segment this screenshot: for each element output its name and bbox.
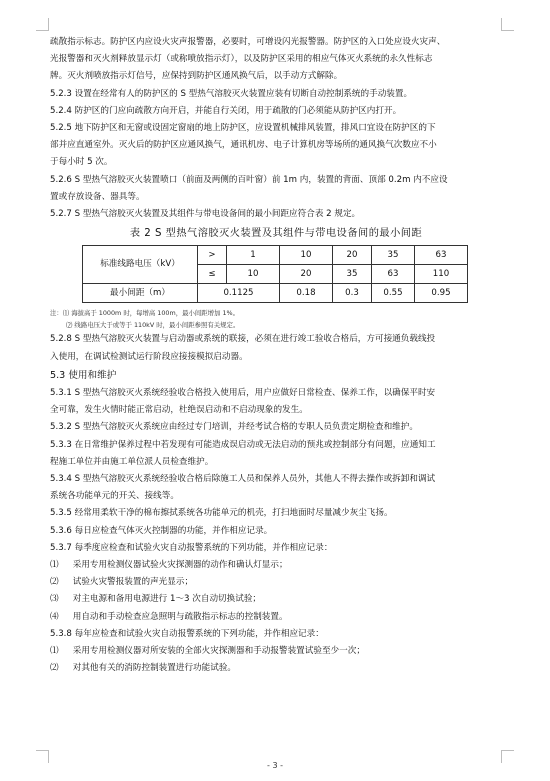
clause-text: S 型热气溶胶灭火装置喷口（前面及两侧的百叶窗）前 1m 内，装置的背面、顶部 0.2m 内不应设: [74, 174, 448, 185]
clause-continuation: 程施工单位并由施工单位派人员检查维护。: [50, 456, 214, 467]
section-heading: [50, 367, 502, 384]
clause-number: 5.2.7: [50, 209, 72, 220]
table-cell: 20: [280, 265, 333, 284]
section-number: 5.3: [50, 369, 66, 381]
distance-label-cell: 最小间距（m）: [83, 284, 198, 303]
clause-number: 5.2.6: [50, 174, 72, 185]
crop-mark-top-right: [501, 18, 514, 31]
clause-text: 每年应检查和试验火灾自动报警系统的下列功能，并作相应记录：: [74, 628, 324, 639]
clause-continuation: 系统各功能单元的开关、接线等。: [50, 491, 179, 502]
clause-text: S 型热气溶胶灭火系统经验收合格后除施工人员和保养人员外，其他人不得去操作或拆卸和调试: [74, 474, 436, 485]
list-item: [50, 557, 502, 574]
table-row: [83, 246, 468, 265]
table-cell: 110: [415, 265, 468, 284]
clause-continuation: 于每小时 5 次。: [50, 157, 113, 168]
clause-continuation: 置或存放设备、器具等。: [50, 191, 145, 202]
table-note: ⑵ 线路电压大于或等于 110kV 时，最小间距参照有关规定。: [66, 321, 240, 330]
table-title: 表 2 S 型热气溶胶灭火装置及其组件与带电设备间的最小间距: [129, 228, 423, 240]
table-note: 注：⑴ 海拔高于 1000m 时，每增高 100m，最小间距增加 1%。: [50, 309, 240, 318]
clause-text: 经常用柔软干净的棉布擦拭系统各功能单元的机壳，打扫地面时尽量减少灰尘飞扬。: [74, 508, 393, 519]
clause-text: S 型热气溶胶灭火装置及其组件与带电设备间的最小间距应符合表 2 规定。: [74, 209, 361, 220]
list-item: [50, 591, 502, 608]
clause-number: 5.2.3: [50, 88, 72, 99]
clause-text: S 型热气溶胶灭火装置与启动器或系统的联接，必须在进行竣工验收合格后，方可接通负载线投: [74, 334, 436, 345]
clause-text: 防护区的门应向疏散方向开启，并能自行关闭，用于疏散的门必须能从防护区内打开。: [74, 105, 402, 116]
clause-text: 设置在经常有人的防护区的 S 型热气溶胶灭火装置应装有切断自动控制系统的手动装置。: [74, 88, 413, 99]
table-cell: 0.1125: [198, 284, 280, 303]
list-item: [50, 643, 502, 660]
list-item: [50, 574, 502, 591]
clause-number: 5.2.5: [50, 123, 72, 134]
clause-text: 地下防护区和无窗或设固定窗扇的地上防护区，应设置机械排风装置，排风口宜设在防护区的下: [74, 123, 436, 134]
table-cell: 10: [280, 246, 333, 265]
symbol-cell: >: [198, 246, 227, 265]
clause-continuation: 入使用，在调试检测试运行阶段应接接模拟启动器。: [50, 351, 248, 362]
clause-number: 5.3.8: [50, 628, 72, 639]
table-cell: 35: [372, 246, 415, 265]
list-item-number: ⑶: [50, 594, 59, 605]
page-number: - 3 -: [267, 761, 283, 770]
table-cell: 0.95: [415, 284, 468, 303]
clause-5-2-7: [50, 206, 502, 223]
paragraph-line: 牌。灭火剂喷放指示灯信号，应保持到防护区通风换气后，以手动方式解除。: [50, 71, 343, 82]
list-item-number: ⑴: [50, 560, 59, 571]
paragraph-line: 光报警器和灭火剂释放显示灯（或称喷放指示灯），以及防护区采用的相应气体灭火系统的永久性标志: [50, 54, 433, 65]
clearance-table: [82, 245, 468, 303]
list-item-number: ⑷: [50, 611, 59, 622]
clause-text: S 型热气溶胶灭火系统经验收合格投入使用后，用户应做好日常检查、保养工作，以确保平时安: [74, 388, 436, 399]
table-row: [83, 284, 468, 303]
paragraph-line: 疏散指示标志。防护区内应设火灾声报警器，必要时，可增设闪光报警器。防护区的入口处应设火灾声、: [50, 37, 446, 47]
clause-5-2-6: [50, 172, 502, 189]
list-item-number: ⑴: [50, 646, 59, 657]
clause-5-2-8: [50, 331, 502, 348]
table-cell: 35: [333, 265, 372, 284]
list-item-text: 对主电源和备用电源进行 1～3 次自动切换试验；: [72, 594, 262, 605]
clause-5-2-4: [50, 103, 502, 120]
clause-5-3-8: [50, 626, 502, 643]
table-cell: 10: [227, 265, 280, 284]
clause-5-3-5: [50, 505, 502, 522]
section-title: 使用和维护: [68, 369, 117, 381]
clause-number: 5.3.3: [50, 439, 72, 450]
list-item-text: 采用专用检测仪器对所安装的全部火灾探测器和手动报警装置试验至少一次；: [72, 646, 365, 657]
table-cell: 1: [227, 246, 280, 265]
clause-5-2-3: [50, 86, 502, 103]
clause-5-3-4: [50, 471, 502, 488]
clause-text: S 型热气溶胶灭火系统应由经过专门培训，并经考试合格的专职人员负责定期检查和维护。: [74, 422, 418, 433]
symbol-cell: ≤: [198, 265, 227, 284]
clause-number: 5.3.7: [50, 542, 72, 553]
clause-text: 每季度应检查和试验火灾自动报警系统的下列功能，并作相应记录：: [74, 542, 333, 553]
clause-5-3-1: [50, 385, 502, 402]
table-cell: 63: [415, 246, 468, 265]
list-item-text: 试验火灾警报装置的声光显示；: [72, 577, 194, 588]
table-cell: 63: [372, 265, 415, 284]
clause-5-3-6: [50, 523, 502, 540]
list-item: [50, 660, 502, 677]
clause-number: 5.3.4: [50, 474, 72, 485]
clause-continuation: 全可靠，发生火情时能正常启动，杜绝误启动和不启动现象的发生。: [50, 405, 308, 416]
crop-mark-top-left: [36, 18, 49, 31]
list-item: [50, 609, 502, 626]
page-content: [50, 34, 502, 678]
list-item-text: 对其他有关的消防控制装置进行功能试验。: [72, 663, 237, 674]
clause-5-2-5: [50, 120, 502, 137]
clause-text: 每日应检查气体灭火控制器的功能，并作相应记录。: [74, 525, 273, 536]
clause-number: 5.2.4: [50, 105, 72, 116]
clause-5-3-3: [50, 437, 502, 454]
clause-number: 5.2.8: [50, 334, 72, 345]
clause-continuation: 部并应直通室外。灭火后的防护区应通风换气，通讯机房、电子计算机房等场所的通风换气次数应不小: [50, 140, 437, 151]
list-item-text: 用自动和手动检查应急照明与疏散指示标志的控制装置。: [72, 611, 288, 622]
table-cell: 20: [333, 246, 372, 265]
list-item-number: ⑵: [50, 577, 59, 588]
table-cell: 0.3: [333, 284, 372, 303]
list-item-number: ⑵: [50, 663, 59, 674]
clause-number: 5.3.1: [50, 388, 72, 399]
list-item-text: 采用专用检测仪器试验火灾探测器的动作和确认灯显示；: [72, 560, 288, 571]
clause-number: 5.3.6: [50, 525, 72, 536]
table-cell: 0.18: [280, 284, 333, 303]
table-cell: 0.55: [372, 284, 415, 303]
clause-number: 5.3.5: [50, 508, 72, 519]
clause-5-3-7: [50, 540, 502, 557]
clause-5-3-2: [50, 419, 502, 436]
clause-number: 5.3.2: [50, 422, 72, 433]
clause-text: 在日常维护保养过程中若发现有可能造成误启动或无法启动的预兆或控制部分有问题，应通知工: [74, 439, 436, 450]
voltage-label-cell: 标准线路电压（kV）: [83, 246, 198, 284]
